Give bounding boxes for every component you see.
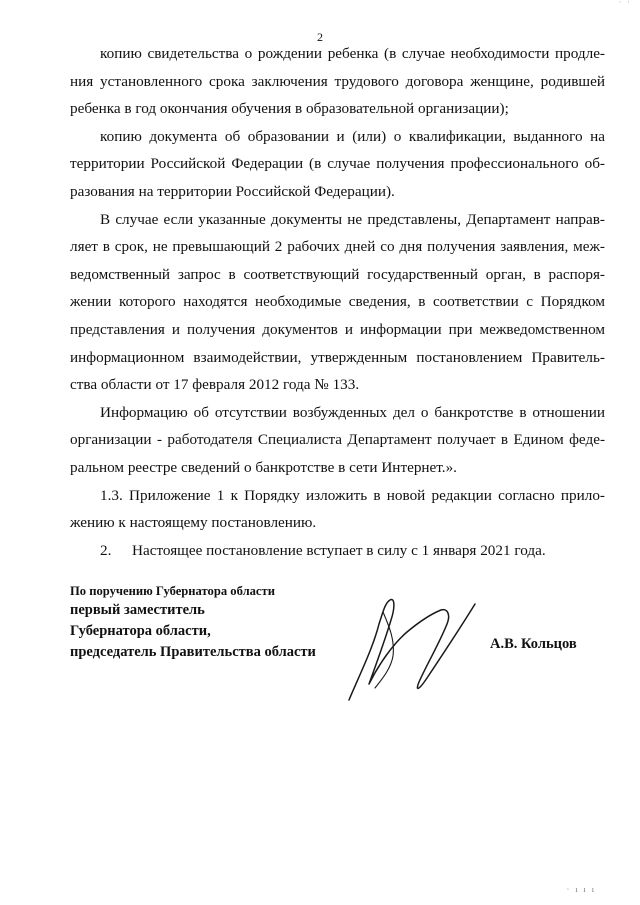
text-line: жении которого находятся необходимые сведения, в соответствии с Порядком (70, 293, 605, 311)
item-text: Настоящее постановление вступает в силу с 1 января 2021 года. (132, 541, 546, 559)
text-line: ляет в срок, не превышающий 2 рабочих дней со дня получения заявления, меж- (70, 238, 605, 256)
signature-line-2: первый заместитель (70, 602, 205, 618)
text-line: копию документа об образовании и (или) о квалификации, выданного на (100, 127, 605, 145)
text-line: ведомственный запрос в соответствующий государственный орган, в распоря- (70, 265, 605, 283)
document-body (70, 40, 605, 564)
text-line: ребенка в год окончания обучения в образовательной организации); (70, 100, 509, 118)
signature-line-3: Губернатора области, (70, 623, 211, 639)
text-line: представления и получения документов и информации при межведомственном (70, 320, 605, 338)
text-line: ния установленного срока заключения трудового договора женщине, родившей (70, 72, 605, 90)
text-line: разования на территории Российской Федерации). (70, 182, 395, 200)
signature-block (70, 582, 316, 663)
text-line: жению к настоящему постановлению. (70, 514, 317, 532)
text-line: территории Российской Федерации (в случае получения профессионального об- (70, 155, 605, 173)
text-line: копию свидетельства о рождении ребенка (в случае необходимости продле- (100, 45, 605, 62)
handwritten-signature (335, 592, 485, 707)
text-line: Информацию об отсутствии возбужденных дел о банкротстве в отношении (100, 403, 605, 421)
scan-artifact: · ı ı ı (566, 885, 596, 894)
signature-line-1: По поручению Губернатора области (70, 584, 275, 598)
text-line: информационном взаимодействии, утвержденным постановлением Правитель- (70, 348, 605, 366)
item-number: 2. (100, 541, 112, 559)
text-line: В случае если указанные документы не представлены, Департамент направ- (100, 210, 605, 228)
text-line: организации - работодателя Специалиста Департамент получает в Едином феде- (70, 431, 605, 449)
text-line: ральном реестре сведений о банкротстве в сети Интернет.». (70, 458, 457, 476)
signature-line-4: председатель Правительства области (70, 644, 316, 660)
numbered-item (70, 537, 605, 565)
text-line: 1.3. Приложение 1 к Порядку изложить в новой редакции согласно прило- (100, 486, 605, 504)
page-number: 2 (317, 30, 323, 44)
signer-name: А.В. Кольцов (490, 636, 577, 652)
text-line: ства области от 17 февраля 2012 года № 133. (70, 376, 360, 394)
scan-artifact: ˈ ˈ (618, 0, 632, 9)
